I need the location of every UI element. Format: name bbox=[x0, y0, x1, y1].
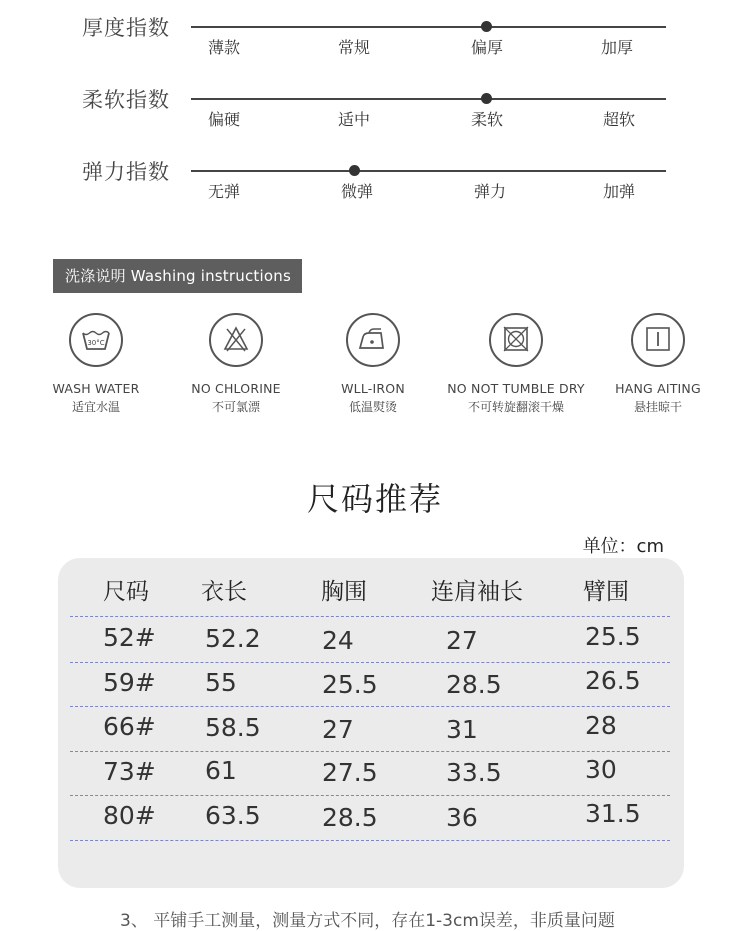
table-row bbox=[58, 753, 684, 797]
index-marker bbox=[481, 21, 492, 32]
table-cell: 61 bbox=[205, 756, 237, 785]
washing-instructions-header: 洗涤说明 Washing instructions bbox=[53, 259, 302, 293]
column-header: 衣长 bbox=[201, 579, 247, 605]
table-row bbox=[58, 618, 684, 662]
no-tumble-dry-icon bbox=[489, 313, 543, 367]
measurement-note-text: 3、 平铺手工测量，测量方式不同，存在1-3cm误差，非质量问题 bbox=[120, 911, 615, 931]
index-softness bbox=[0, 74, 750, 134]
table-cell: 24 bbox=[322, 626, 354, 655]
table-cell: 27 bbox=[322, 715, 354, 744]
size-table-title: 尺码推荐 bbox=[306, 480, 443, 518]
table-cell: 58.5 bbox=[205, 713, 261, 742]
index-label: 偏厚 bbox=[470, 38, 503, 57]
index-label: 常规 bbox=[337, 38, 370, 57]
no-bleach-icon bbox=[209, 313, 263, 367]
wash-temperature-label: 30°C bbox=[87, 339, 105, 347]
index-marker bbox=[481, 93, 492, 104]
table-cell: 59# bbox=[103, 668, 156, 697]
table-cell: 52.2 bbox=[205, 624, 261, 653]
index-label: 偏硬 bbox=[207, 110, 240, 129]
wash-label-en: NO NOT TUMBLE DRY bbox=[447, 381, 585, 396]
table-cell: 80# bbox=[103, 801, 156, 830]
table-cell: 73# bbox=[103, 757, 156, 786]
row-divider bbox=[70, 662, 670, 663]
wash-label-cn: 适宜水温 bbox=[71, 400, 120, 414]
table-cell: 31 bbox=[446, 715, 478, 744]
table-cell: 33.5 bbox=[446, 758, 502, 787]
index-label: 柔软 bbox=[470, 110, 503, 129]
table-cell: 28.5 bbox=[322, 803, 378, 832]
index-label: 加厚 bbox=[600, 38, 633, 57]
iron-low-icon bbox=[346, 313, 400, 367]
table-cell: 55 bbox=[205, 668, 237, 697]
index-label: 无弹 bbox=[207, 182, 240, 201]
wash-item-chlorine bbox=[161, 313, 311, 415]
table-cell: 28.5 bbox=[446, 670, 502, 699]
table-cell: 27 bbox=[446, 626, 478, 655]
index-thickness bbox=[0, 2, 750, 62]
wash-label-en: NO CHLORINE bbox=[191, 381, 281, 396]
index-label: 适中 bbox=[337, 110, 370, 129]
table-row bbox=[58, 708, 684, 752]
index-scale-line bbox=[191, 170, 666, 172]
table-cell: 28 bbox=[585, 711, 617, 740]
table-cell: 52# bbox=[103, 623, 156, 652]
index-label: 微弹 bbox=[340, 182, 373, 201]
wash-label-cn: 低温熨烫 bbox=[348, 400, 397, 414]
unit-label: 单位：cm bbox=[582, 536, 664, 557]
table-row bbox=[58, 797, 684, 841]
hang-dry-icon bbox=[631, 313, 685, 367]
index-label: 薄款 bbox=[207, 38, 240, 57]
row-divider bbox=[70, 751, 670, 752]
index-label: 超软 bbox=[602, 110, 635, 129]
wash-label-cn: 不可转旋翻滚干燥 bbox=[467, 400, 564, 414]
wash-item-tumble bbox=[441, 313, 591, 415]
index-label: 弹力 bbox=[473, 182, 506, 201]
column-header: 尺码 bbox=[103, 579, 149, 605]
index-marker bbox=[349, 165, 360, 176]
table-cell: 63.5 bbox=[205, 801, 261, 830]
table-cell: 25.5 bbox=[322, 670, 378, 699]
index-title: 弹力指数 bbox=[82, 160, 170, 184]
wash-label-cn: 悬挂晾干 bbox=[633, 400, 682, 414]
size-table bbox=[58, 558, 684, 888]
wash-item-water bbox=[21, 313, 171, 415]
column-header: 胸围 bbox=[321, 579, 367, 605]
table-cell: 30 bbox=[585, 755, 617, 784]
index-title: 厚度指数 bbox=[82, 16, 170, 40]
table-header-row bbox=[58, 558, 684, 616]
column-header: 连肩袖长 bbox=[431, 579, 523, 605]
row-divider bbox=[70, 706, 670, 707]
column-header: 臂围 bbox=[583, 579, 629, 605]
table-cell: 66# bbox=[103, 712, 156, 741]
table-cell: 36 bbox=[446, 803, 478, 832]
table-cell: 27.5 bbox=[322, 758, 378, 787]
wash-label-en: HANG AITING bbox=[615, 381, 701, 396]
table-row bbox=[58, 664, 684, 708]
wash-label-en: WLL-IRON bbox=[341, 381, 405, 396]
wash-item-hang bbox=[583, 313, 733, 415]
index-scale-line bbox=[191, 98, 666, 100]
index-scale-line bbox=[191, 26, 666, 28]
wash-label-en: WASH WATER bbox=[52, 381, 140, 396]
wash-30c-icon bbox=[69, 313, 123, 367]
index-title: 柔软指数 bbox=[82, 88, 170, 112]
wash-item-iron bbox=[298, 313, 448, 415]
measurement-note bbox=[0, 908, 750, 931]
row-divider bbox=[70, 616, 670, 617]
wash-label-cn: 不可氯漂 bbox=[211, 400, 260, 414]
index-label: 加弹 bbox=[602, 182, 635, 201]
index-elasticity bbox=[0, 146, 750, 206]
row-divider bbox=[70, 840, 670, 841]
row-divider bbox=[70, 795, 670, 796]
table-cell: 26.5 bbox=[585, 666, 641, 695]
table-cell: 31.5 bbox=[585, 799, 641, 828]
table-cell: 25.5 bbox=[585, 622, 641, 651]
